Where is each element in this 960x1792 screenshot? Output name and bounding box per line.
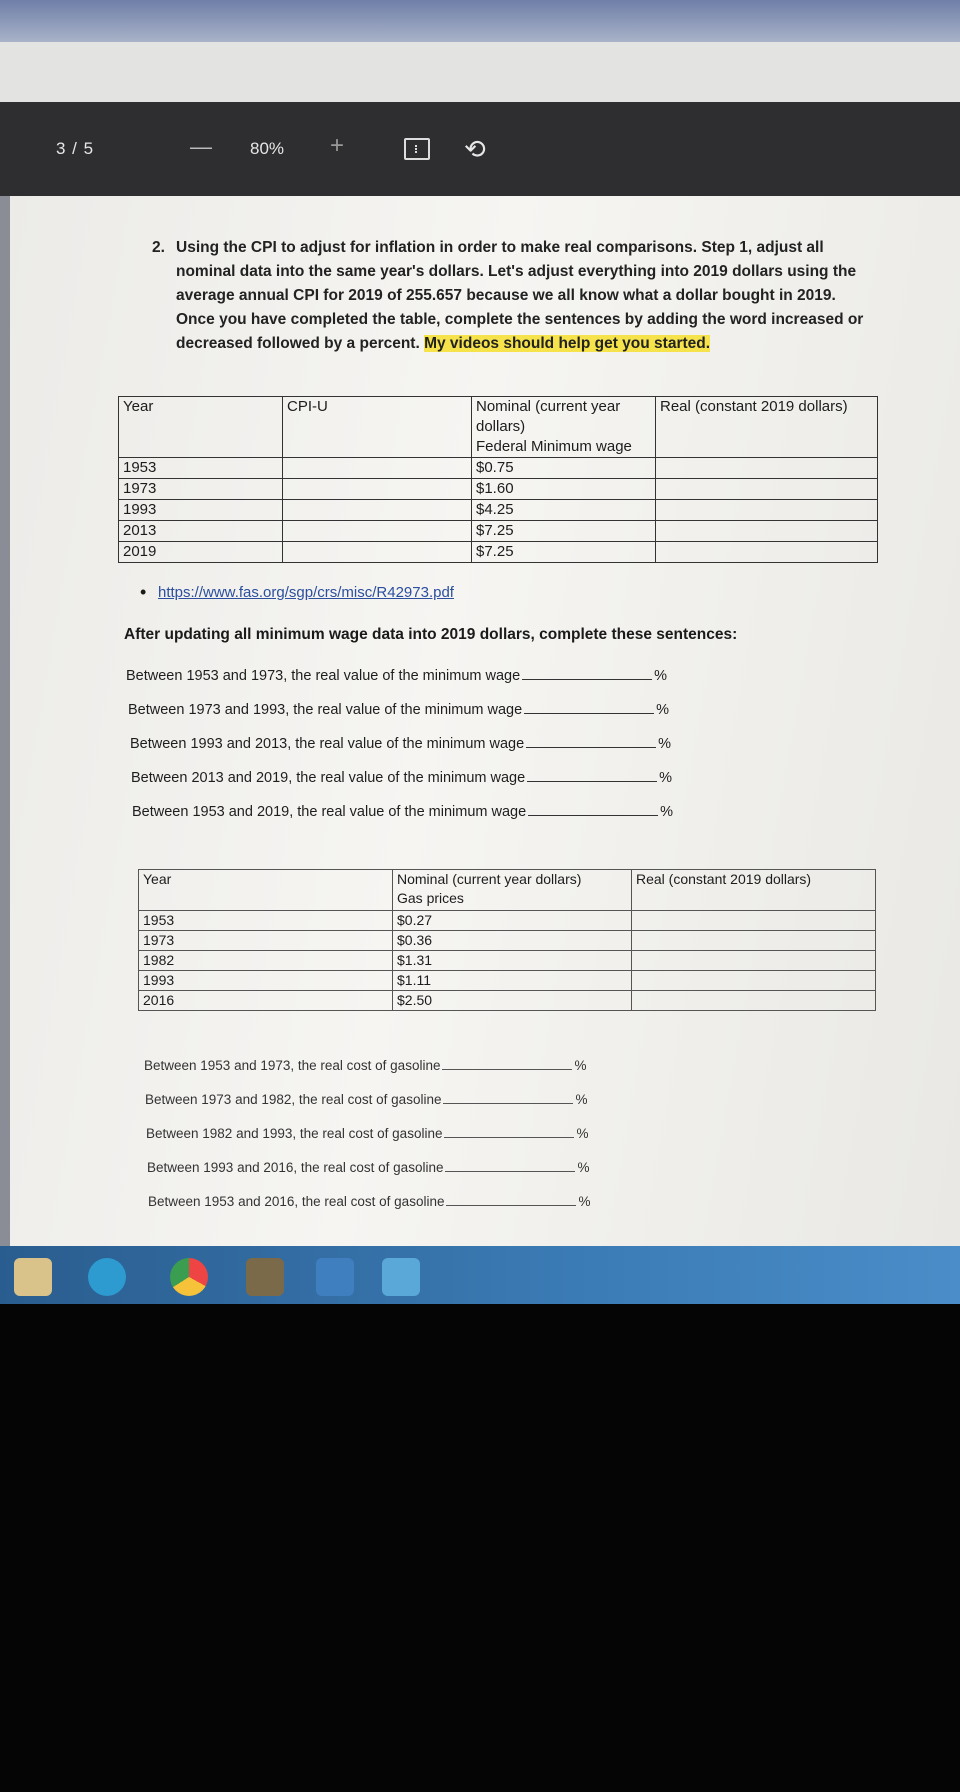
app-icon[interactable]	[316, 1258, 354, 1296]
question-text	[152, 236, 876, 356]
wage-sentence	[132, 804, 673, 820]
header-year: Year	[139, 870, 393, 911]
cell: 1973	[119, 479, 283, 500]
answer-blank[interactable]	[445, 1171, 575, 1172]
cell	[656, 479, 878, 500]
cell: $0.75	[472, 458, 656, 479]
source-link[interactable]: https://www.fas.org/sgp/crs/misc/R42973.pdf	[158, 584, 454, 601]
answer-blank[interactable]	[528, 815, 658, 816]
table-row	[119, 458, 878, 479]
cell: 2019	[119, 542, 283, 563]
sentence-text: Between 1973 and 1993, the real value of the minimum wage	[128, 702, 523, 718]
sentence-text: Between 1953 and 2016, the real cost of gasoline	[148, 1194, 445, 1209]
table-row	[119, 479, 878, 500]
chrome-icon[interactable]	[170, 1258, 208, 1296]
sentence-text: Between 1953 and 2019, the real value of the minimum wage	[132, 804, 527, 820]
cell: 1953	[119, 458, 283, 479]
cell	[656, 458, 878, 479]
table-row	[139, 971, 876, 991]
sentence-text: Between 1993 and 2013, the real value of the minimum wage	[130, 736, 525, 752]
table-row	[139, 951, 876, 971]
cell: 1993	[119, 500, 283, 521]
cell	[283, 458, 472, 479]
minimum-wage-table	[118, 396, 878, 563]
gas-sentence	[146, 1126, 588, 1141]
header-real: Real (constant 2019 dollars)	[656, 397, 878, 458]
answer-blank[interactable]	[444, 1137, 574, 1138]
bullet-icon: •	[140, 582, 147, 602]
cell	[283, 479, 472, 500]
cell	[656, 521, 878, 542]
answer-blank[interactable]	[522, 679, 652, 680]
answer-blank[interactable]	[526, 747, 656, 748]
wage-sentence	[130, 736, 671, 752]
cell: $1.31	[393, 951, 632, 971]
header-cpi: CPI-U	[283, 397, 472, 458]
percent-sign: %	[577, 1160, 590, 1175]
answer-blank[interactable]	[442, 1069, 572, 1070]
gas-sentence	[145, 1092, 587, 1107]
cell	[632, 991, 876, 1011]
table-header-row	[139, 870, 876, 911]
table-row	[119, 521, 878, 542]
gas-price-table	[138, 869, 876, 1011]
fit-page-icon[interactable]	[404, 138, 430, 160]
browser-header-area	[0, 42, 960, 102]
edge-icon[interactable]	[88, 1258, 126, 1296]
cell: $2.50	[393, 991, 632, 1011]
answer-blank[interactable]	[446, 1205, 576, 1206]
cell	[632, 911, 876, 931]
gas-sentence	[144, 1058, 586, 1073]
question-highlight: My videos should help get you started.	[424, 335, 711, 352]
table-row	[119, 500, 878, 521]
cell	[283, 521, 472, 542]
percent-sign: %	[576, 1126, 589, 1141]
sentence-text: Between 1982 and 1993, the real cost of gasoline	[146, 1126, 443, 1141]
instructions-lead: After updating all minimum wage data into 2019 dollars, complete these sentences:	[124, 626, 738, 643]
gas-sentence	[148, 1194, 590, 1209]
cell	[283, 542, 472, 563]
cell: $4.25	[472, 500, 656, 521]
answer-blank[interactable]	[527, 781, 657, 782]
photos-icon[interactable]	[382, 1258, 420, 1296]
cell	[283, 500, 472, 521]
answer-blank[interactable]	[524, 713, 654, 714]
answer-blank[interactable]	[443, 1103, 573, 1104]
percent-sign: %	[575, 1092, 588, 1107]
sentence-text: Between 2013 and 2019, the real value of the minimum wage	[131, 770, 526, 786]
question-body: Using the CPI to adjust for inflation in order to make real comparisons. Step 1, adjust all nominal data into the same year's dollars. Let's adjust everything into 2019 dollars using the average annual CPI for 2019 of 255.657 because we all know what a dollar bought in 2019. Once you have completed the table, complete the sentences by adding the word increased or decreased followed by a percent.	[176, 239, 864, 352]
sentence-text: Between 1973 and 1982, the real cost of gasoline	[145, 1092, 442, 1107]
header-nominal: Nominal (current year dollars) Federal Minimum wage	[472, 397, 656, 458]
minecraft-icon[interactable]	[246, 1258, 284, 1296]
table-row	[139, 991, 876, 1011]
sentence-text: Between 1993 and 2016, the real cost of gasoline	[147, 1160, 444, 1175]
percent-sign: %	[659, 770, 673, 786]
cell: $1.60	[472, 479, 656, 500]
table-header-row	[119, 397, 878, 458]
percent-sign: %	[656, 702, 670, 718]
percent-sign: %	[658, 736, 672, 752]
table-row	[139, 911, 876, 931]
zoom-out-button[interactable]: —	[190, 134, 212, 159]
cell: $0.36	[393, 931, 632, 951]
table-row	[139, 931, 876, 951]
sentence-text: Between 1953 and 1973, the real cost of gasoline	[144, 1058, 441, 1073]
cell: $1.11	[393, 971, 632, 991]
question-number: 2.	[152, 239, 165, 256]
cell: $7.25	[472, 542, 656, 563]
screen-top-band	[0, 0, 960, 42]
cell	[632, 971, 876, 991]
page-indicator[interactable]: 3 / 5	[56, 139, 95, 158]
zoom-level[interactable]: 80%	[250, 139, 285, 158]
wage-sentence	[131, 770, 672, 786]
pdf-toolbar	[0, 102, 960, 196]
percent-sign: %	[578, 1194, 591, 1209]
sentence-text: Between 1953 and 1973, the real value of the minimum wage	[126, 668, 521, 684]
header-nominal: Nominal (current year dollars) Gas prices	[393, 870, 632, 911]
taskbar	[0, 1246, 960, 1304]
cell	[656, 500, 878, 521]
percent-sign: %	[574, 1058, 587, 1073]
header-year: Year	[119, 397, 283, 458]
cell	[656, 542, 878, 563]
gas-sentence	[147, 1160, 589, 1175]
viewer-left-edge	[0, 196, 10, 1246]
wage-sentence	[126, 668, 667, 684]
header-real: Real (constant 2019 dollars)	[632, 870, 876, 911]
cell: 2013	[119, 521, 283, 542]
percent-sign: %	[660, 804, 674, 820]
cell: $0.27	[393, 911, 632, 931]
cell: 2016	[139, 991, 393, 1011]
percent-sign: %	[654, 668, 668, 684]
wage-sentence	[128, 702, 669, 718]
cell: 1973	[139, 931, 393, 951]
cell: 1953	[139, 911, 393, 931]
rotate-icon[interactable]: ⟲	[464, 134, 486, 164]
zoom-in-button[interactable]: +	[330, 132, 345, 159]
cell	[632, 951, 876, 971]
pdf-page	[10, 196, 960, 1246]
cell: 1982	[139, 951, 393, 971]
cell	[632, 931, 876, 951]
cell: 1993	[139, 971, 393, 991]
table-row	[119, 542, 878, 563]
store-icon[interactable]	[14, 1258, 52, 1296]
cell: $7.25	[472, 521, 656, 542]
